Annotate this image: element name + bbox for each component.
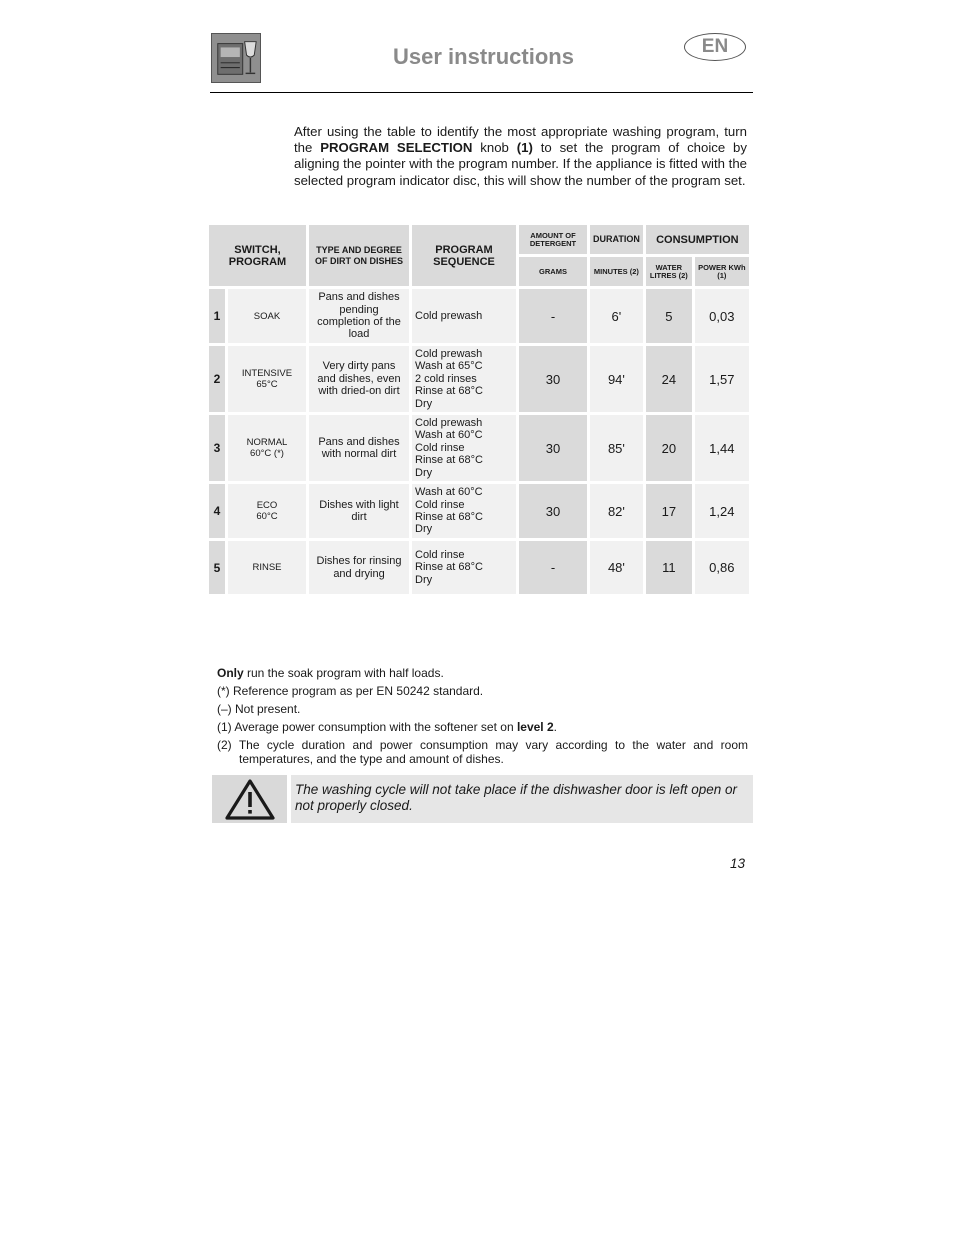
sequence-step: Wash at 65°C	[415, 360, 483, 373]
sequence-step: Dry	[415, 523, 433, 536]
warning-message: The washing cycle will not take place if the dishwasher door is left open or not properly closed.	[291, 775, 753, 823]
intro-paragraph	[294, 124, 747, 189]
table-row	[209, 289, 749, 343]
note-soak	[217, 664, 748, 682]
table-row	[209, 484, 749, 538]
program-number: 1	[209, 289, 225, 343]
program-name	[228, 289, 306, 343]
program-number: 3	[209, 415, 225, 481]
water-value: 17	[646, 484, 692, 538]
sequence-step: Wash at 60°C	[415, 486, 483, 499]
program-name-line: 60°C (*)	[250, 448, 284, 459]
program-name-line: 60°C	[256, 511, 278, 522]
footnotes	[217, 664, 748, 766]
table-row	[209, 346, 749, 412]
sequence-step: Cold rinse	[415, 498, 465, 511]
sequence-step: Dry	[415, 466, 433, 479]
grams-value: 30	[519, 484, 587, 538]
minutes-value: 6'	[590, 289, 643, 343]
power-value: 1,44	[695, 415, 749, 481]
program-name	[228, 541, 306, 594]
header-water: WATER LITRES (2)	[646, 257, 692, 286]
sequence-step: Wash at 60°C	[415, 429, 483, 442]
program-sequence	[412, 415, 516, 481]
sequence-step: Rinse at 68°C	[415, 561, 483, 574]
warning-triangle-icon	[212, 775, 287, 823]
header-minutes: MINUTES (2)	[590, 257, 643, 286]
program-number: 5	[209, 541, 225, 594]
language-badge: EN	[684, 33, 746, 61]
intro-bold-program-selection: PROGRAM SELECTION	[320, 140, 473, 156]
program-sequence	[412, 346, 516, 412]
header-consumption: CONSUMPTION	[646, 225, 749, 254]
note-power-text: (1) Average power consumption with the softener set on	[217, 720, 517, 734]
intro-bold-knob-number: (1)	[516, 140, 533, 156]
sequence-step: Cold prewash	[415, 309, 483, 322]
header-amount-detergent: AMOUNT OF DETERGENT	[519, 225, 587, 254]
sequence-step: Dry	[415, 397, 433, 410]
program-name-line: INTENSIVE	[241, 368, 293, 379]
program-number: 4	[209, 484, 225, 538]
note-power	[217, 718, 748, 736]
program-sequence	[412, 484, 516, 538]
note-reference: (*) Reference program as per EN 50242 standard.	[217, 684, 484, 698]
note-power-bold: level 2	[516, 720, 554, 734]
header-switch-program: SWITCH, PROGRAM	[209, 225, 306, 286]
header-duration: DURATION	[590, 225, 643, 254]
sequence-step: Rinse at 68°C	[415, 454, 483, 467]
note-soak-bold: Only	[217, 666, 244, 680]
program-name-line: 65°C	[256, 379, 278, 390]
water-value: 5	[646, 289, 692, 343]
sequence-step: Cold rinse	[415, 548, 465, 561]
dirt-description: Pans and dishes pending completion of the load	[309, 289, 409, 343]
page-title: User instructions	[393, 44, 574, 69]
program-number: 2	[209, 346, 225, 412]
program-sequence	[412, 541, 516, 594]
sequence-step: Rinse at 68°C	[415, 385, 483, 398]
intro-text-3: to set the program of choice by aligning the pointer with the program number. If the appliance is fitted with the selected program indicator disc, this will show the number of the program set.	[294, 140, 747, 188]
program-name-line: NORMAL	[246, 437, 288, 448]
minutes-value: 94'	[590, 346, 643, 412]
table-row	[209, 541, 749, 594]
program-name-line: SOAK	[253, 310, 281, 322]
program-name-line: ECO	[256, 500, 278, 511]
program-name	[228, 484, 306, 538]
table-row	[209, 415, 749, 481]
program-table	[209, 222, 752, 597]
dirt-description: Dishes with light dirt	[309, 484, 409, 538]
intro-text-2: knob	[472, 140, 517, 156]
page-number: 13	[730, 856, 746, 871]
sequence-step: Cold rinse	[415, 441, 465, 454]
intro-text-1: After using the table to identify the most appropriate washing program, turn the	[294, 124, 747, 156]
minutes-value: 48'	[590, 541, 643, 594]
grams-value: 30	[519, 415, 587, 481]
sequence-step: Cold prewash	[415, 347, 483, 360]
sequence-step: Dry	[415, 573, 433, 586]
note-soak-text: run the soak program with half loads.	[243, 666, 444, 680]
note-not-present: (–) Not present.	[217, 702, 301, 716]
dishwasher-logo-icon	[211, 33, 261, 83]
dirt-description: Dishes for rinsing and drying	[309, 541, 409, 594]
program-sequence	[412, 289, 516, 343]
grams-value: -	[519, 289, 587, 343]
program-name	[228, 415, 306, 481]
program-name-line: RINSE	[252, 562, 282, 573]
water-value: 11	[646, 541, 692, 594]
dirt-description: Very dirty pans and dishes, even with dried-on dirt	[309, 346, 409, 412]
header-power: POWER KWh (1)	[695, 257, 749, 286]
header-program-sequence: PROGRAM SEQUENCE	[412, 225, 516, 286]
power-value: 1,24	[695, 484, 749, 538]
sequence-step: Rinse at 68°C	[415, 511, 483, 523]
water-value: 20	[646, 415, 692, 481]
sequence-step: Cold prewash	[415, 416, 483, 429]
minutes-value: 82'	[590, 484, 643, 538]
dirt-description: Pans and dishes with normal dirt	[309, 415, 409, 481]
power-value: 0,86	[695, 541, 749, 594]
note-cycle: (2) The cycle duration and power consumption may vary according to the water and room temperatures, and the type and amount of dishes.	[217, 738, 748, 766]
header-divider	[210, 92, 753, 93]
sequence-step: 2 cold rinses	[415, 372, 477, 385]
header-type-dirt: TYPE AND DEGREE OF DIRT ON DISHES	[309, 225, 409, 286]
water-value: 24	[646, 346, 692, 412]
program-name	[228, 346, 306, 412]
header-grams: GRAMS	[519, 257, 587, 286]
note-power-end: .	[553, 720, 557, 734]
power-value: 0,03	[695, 289, 749, 343]
grams-value: -	[519, 541, 587, 594]
minutes-value: 85'	[590, 415, 643, 481]
power-value: 1,57	[695, 346, 749, 412]
grams-value: 30	[519, 346, 587, 412]
